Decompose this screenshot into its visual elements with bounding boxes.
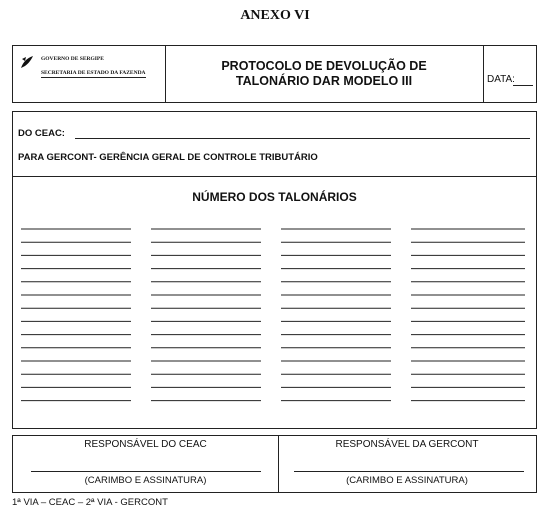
gercont-stamp-label: (CARIMBO E ASSINATURA)	[346, 475, 468, 486]
protocol-title-line1: PROTOCOLO DE DEVOLUÇÃO DE	[221, 59, 427, 73]
secretariat-name: SECRETARIA DE ESTADO DA FAZENDA	[41, 70, 146, 76]
gercont-responsible-label: RESPONSÁVEL DA GERCONT	[335, 439, 479, 450]
gercont-signature-line[interactable]	[294, 471, 524, 472]
date-label: DATA:	[487, 74, 515, 85]
annex-title: ANEXO VI	[240, 8, 310, 23]
talonario-section	[12, 111, 537, 429]
ceac-signature-line[interactable]	[31, 471, 261, 472]
from-ceac-label: DO CEAC:	[18, 128, 65, 139]
signature-section	[12, 435, 537, 493]
to-gercont-label: PARA GERCONT- GERÊNCIA GERAL DE CONTROLE TRIBUTÁRIO	[18, 152, 318, 163]
ceac-stamp-label: (CARIMBO E ASSINATURA)	[84, 475, 207, 486]
numbers-title: NÚMERO DOS TALONÁRIOS	[192, 190, 357, 204]
ceac-signature-cell	[13, 436, 279, 492]
government-cell	[13, 46, 166, 102]
protocol-title-line2: TALONÁRIO DAR MODELO III	[235, 74, 413, 88]
date-cell[interactable]	[483, 46, 538, 102]
government-name: GOVERNO DE SERGIPE	[41, 56, 104, 62]
state-emblem-icon	[19, 54, 35, 70]
gercont-signature-cell	[278, 436, 536, 492]
talonario-number-lines	[13, 112, 538, 430]
ceac-responsible-label: RESPONSÁVEL DO CEAC	[84, 439, 207, 450]
protocol-title	[165, 46, 484, 102]
date-field-line[interactable]	[513, 85, 533, 86]
copy-distribution-note: 1ª VIA – CEAC – 2ª VIA - GERCONT	[12, 497, 168, 508]
form-header	[12, 45, 537, 103]
